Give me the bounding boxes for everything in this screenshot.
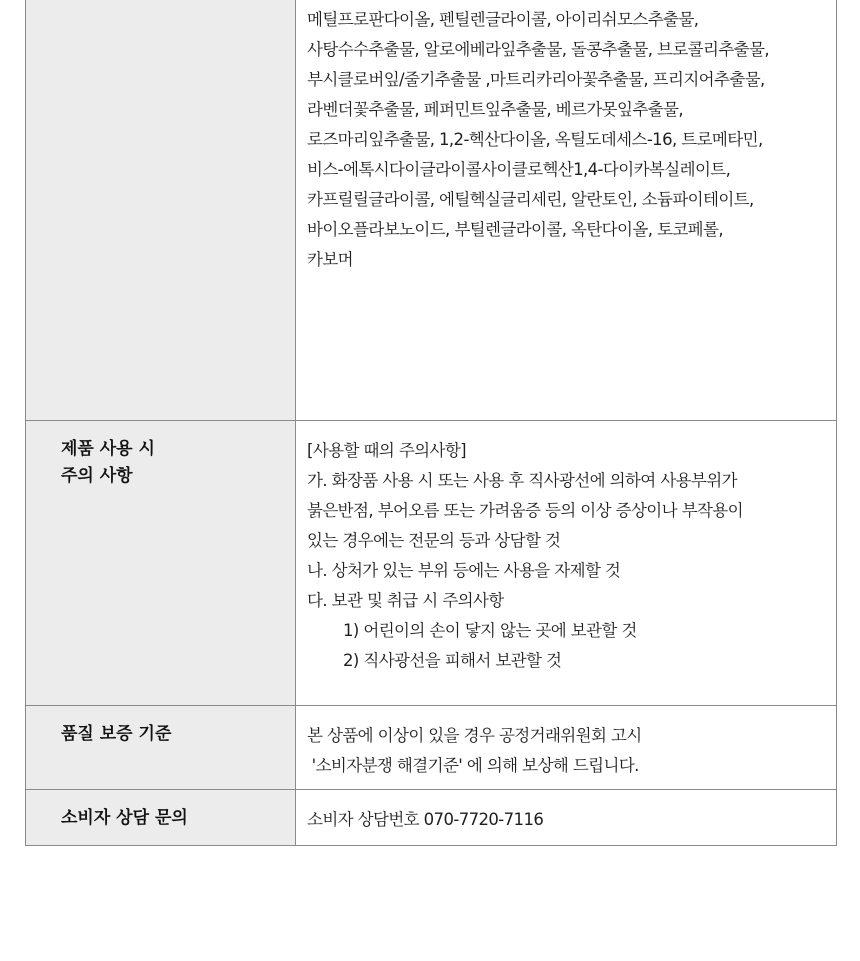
- cautions-sub-line: 1) 어린이의 손이 닿지 않는 곳에 보관할 것: [343, 621, 637, 640]
- quality-line: '소비자분쟁 해결기준' 에 의해 보상해 드립니다.: [307, 756, 639, 775]
- ingredients-line: 라벤더꽃추출물, 페퍼민트잎추출물, 베르가못잎추출물,: [307, 100, 684, 119]
- ingredients-line: 부시클로버잎/줄기추출물 ,마트리카리아꽃추출물, 프리지어추출물,: [307, 70, 765, 89]
- contact-label: 소비자 상담 문의: [61, 808, 188, 828]
- contact-value-cell: [296, 790, 836, 845]
- quality-row: [26, 705, 836, 789]
- cautions-line: 붉은반점, 부어오름 또는 가려움증 등의 이상 증상이나 부작용이: [307, 501, 743, 520]
- ingredients-line: 바이오플라보노이드, 부틸렌글라이콜, 옥탄다이올, 토코페롤,: [307, 220, 723, 239]
- ingredients-line: 카보머: [307, 250, 354, 269]
- cautions-row: [26, 420, 836, 705]
- cautions-line: 다. 보관 및 취급 시 주의사항: [307, 591, 504, 610]
- contact-phone[interactable]: 소비자 상담번호 070-7720-7116: [307, 810, 544, 829]
- contact-row: [26, 789, 836, 845]
- quality-label-cell: [26, 706, 296, 789]
- quality-line: 본 상품에 이상이 있을 경우 공정거래위원회 고시: [307, 726, 642, 745]
- contact-label-cell: [26, 790, 296, 845]
- quality-value-cell: [296, 706, 836, 789]
- product-info-table: [25, 0, 837, 846]
- cautions-label: 제품 사용 시: [61, 439, 155, 459]
- cautions-label: 주의 사항: [61, 466, 133, 486]
- ingredients-line: 메틸프로판다이올, 펜틸렌글라이콜, 아이리쉬모스추출물,: [307, 10, 699, 29]
- cautions-label-cell: [26, 421, 296, 705]
- cautions-line: 있는 경우에는 전문의 등과 상담할 것: [307, 531, 561, 550]
- ingredients-line: 카프릴릴글라이콜, 에틸헥실글리세린, 알란토인, 소듐파이테이트,: [307, 190, 754, 209]
- ingredients-line: 비스-에톡시다이글라이콜사이클로헥산1,4-다이카복실레이트,: [307, 160, 731, 179]
- cautions-value-cell: [296, 421, 836, 705]
- ingredients-row: [26, 0, 836, 420]
- quality-label: 품질 보증 기준: [61, 724, 172, 744]
- cautions-line: 가. 화장품 사용 시 또는 사용 후 직사광선에 의하여 사용부위가: [307, 471, 737, 490]
- ingredients-label-cell: [26, 0, 296, 420]
- cautions-line: 나. 상처가 있는 부위 등에는 사용을 자제할 것: [307, 561, 621, 580]
- ingredients-line: 사탕수수추출물, 알로에베라잎추출물, 돌콩추출물, 브로콜리추출물,: [307, 40, 770, 59]
- cautions-heading: [사용할 때의 주의사항]: [307, 441, 467, 460]
- ingredients-value-cell: [296, 0, 836, 420]
- ingredients-line: 로즈마리잎추출물, 1,2-헥산다이올, 옥틸도데세스-16, 트로메타민,: [307, 130, 763, 149]
- cautions-sub-line: 2) 직사광선을 피해서 보관할 것: [343, 651, 562, 670]
